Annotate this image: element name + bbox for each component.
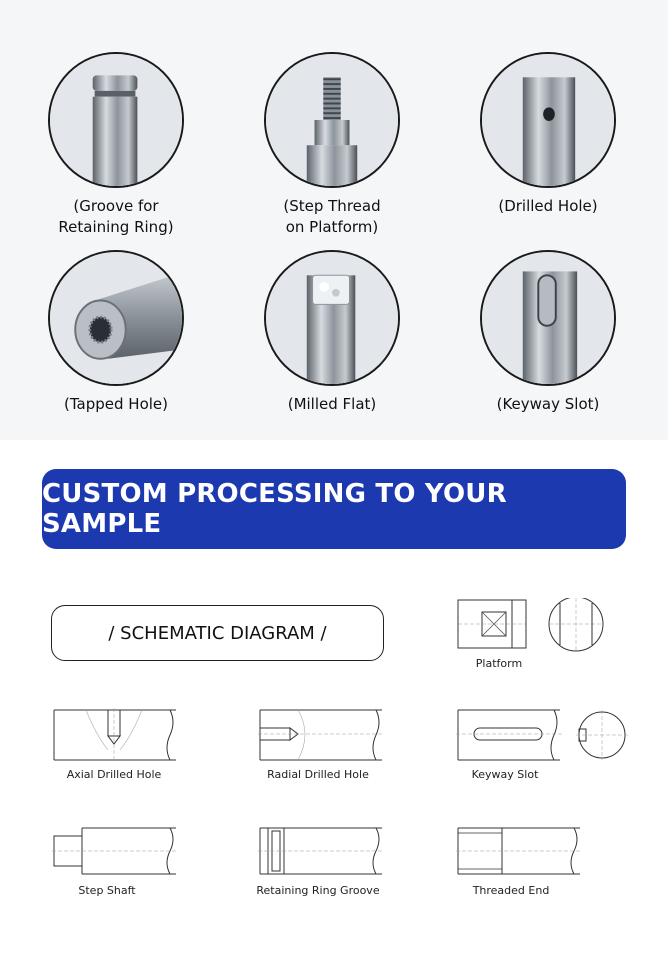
label-keyway-slot: Keyway Slot <box>471 768 539 781</box>
schematic-title: / SCHEMATIC DIAGRAM / <box>108 622 327 644</box>
photo-item-groove <box>16 52 216 238</box>
photo-caption: (Step Thread on Platform) <box>283 197 381 236</box>
groove-rod-icon <box>48 52 184 188</box>
label-retaining-ring-groove: Retaining Ring Groove <box>256 884 380 897</box>
label-step-shaft: Step Shaft <box>78 884 136 897</box>
photo-caption: (Tapped Hole) <box>64 395 168 413</box>
label-threaded-end: Threaded End <box>472 884 550 897</box>
label-axial-drilled-hole: Axial Drilled Hole <box>66 768 162 781</box>
step-shaft-diagram <box>52 826 176 876</box>
threaded-end-diagram <box>456 826 580 876</box>
tapped-hole-rod-icon <box>48 250 184 386</box>
photo-item-keyway-slot <box>448 250 648 415</box>
photo-caption: (Milled Flat) <box>287 395 377 413</box>
drilled-hole-rod-icon <box>480 52 616 188</box>
photo-item-drilled-hole <box>448 52 648 217</box>
milled-flat-rod-icon <box>264 250 400 386</box>
custom-processing-banner <box>42 469 626 549</box>
platform-diagram <box>456 598 606 652</box>
keyway-slot-rod-icon <box>480 250 616 386</box>
photo-item-milled-flat <box>232 250 432 415</box>
photo-caption: (Keyway Slot) <box>496 395 600 413</box>
label-platform: Platform <box>475 657 523 670</box>
photo-caption: (Groove for Retaining Ring) <box>58 197 174 236</box>
banner-text: CUSTOM PROCESSING TO YOUR SAMPLE <box>42 479 507 539</box>
photo-caption: (Drilled Hole) <box>498 197 598 215</box>
photo-item-tapped-hole <box>16 250 216 415</box>
radial-drilled-hole-diagram <box>258 708 382 762</box>
step-thread-rod-icon <box>264 52 400 188</box>
schematic-title-box <box>51 605 384 661</box>
photo-item-step-thread <box>232 52 432 238</box>
axial-drilled-hole-diagram <box>52 708 176 762</box>
retaining-ring-groove-diagram <box>258 826 382 876</box>
keyway-slot-diagram <box>456 708 628 762</box>
label-radial-drilled-hole: Radial Drilled Hole <box>267 768 369 781</box>
